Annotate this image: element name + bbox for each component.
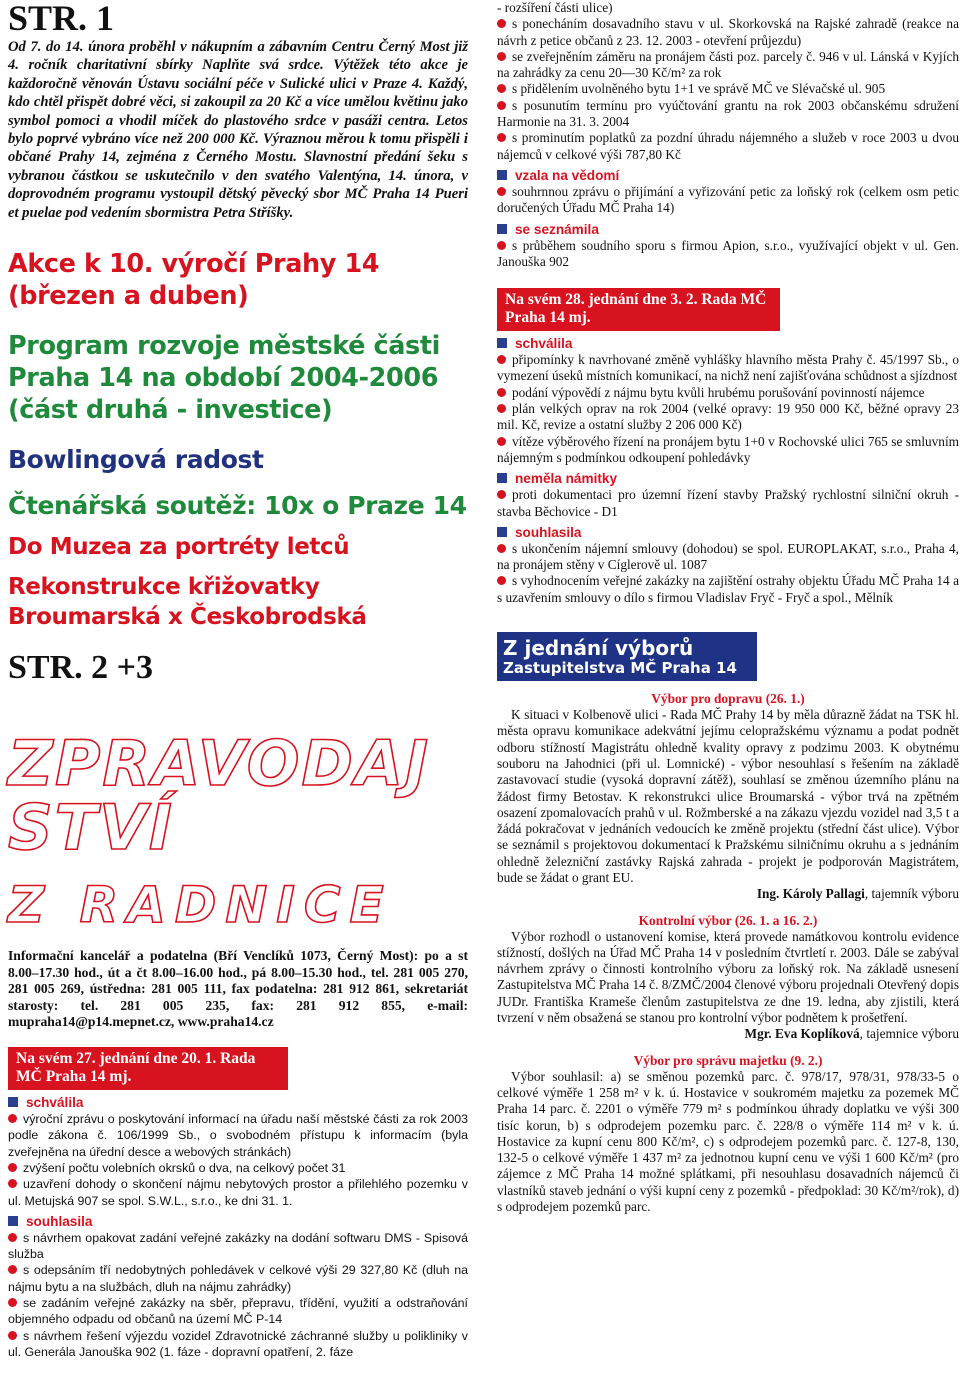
list-item: s přidělením uvolněného bytu 1+1 ve správě MČ ve Slévačské ul. 905 xyxy=(497,81,959,97)
list-item: se zveřejněním záměru na pronájem části poz. parcely č. 946 v ul. Lánská v Kyjích na zahrádky za cenu 20—30 Kč/m² za rok xyxy=(497,48,959,81)
committees-banner xyxy=(497,632,757,681)
red-dot-icon xyxy=(497,388,506,397)
red-dot-icon xyxy=(497,187,506,196)
page-ref-str2: STR. 2 +3 xyxy=(8,649,154,687)
list-item: proti dokumentaci pro územní řízení stavby Pražský rychlostní silniční okruh - stavba Běchovice - D1 xyxy=(497,487,959,519)
red-dot-icon xyxy=(497,133,506,142)
list-item: s návrhem opakovat zadání veřejné zakázky na dodání softwaru DMS - Spisová služba xyxy=(8,1230,468,1262)
red-dot-icon xyxy=(8,1163,17,1172)
square-bullet-icon xyxy=(497,338,507,348)
left-column xyxy=(8,0,468,1360)
list-item: se zadáním veřejné zakázky na sběr, přepravu, třídění, využití a odstraňování objemného odpadu od občanů na území MČ P-14 xyxy=(8,1296,468,1327)
list-item: souhrnnou zprávu o přijímání a vyřizování petic za loňský rok (celkem osm petic doručených Úřadu MČ Praha 14) xyxy=(497,183,959,216)
committee-report: Výbor rozhodl o ustanovení komise, která provede namátkovou kontrolu evidence stížností, došlých na Úřad MČ Praha 14 v posledním čtvrtletí r. 2003. Dále se zabýval návrhem zprávy o činnosti kontrolního výboru za loňský rok. Na základě usnesení Zastupitelstva MČ Praha 14 č. 8/ZMČ/2004 členové výboru projednali Otevřený dopis JUDr. Františka Krameše členům zastupitelstva ze dne 19. ledna, aby zjistili, která tvrzení v něm obsažená se stanou pro kontrolní výbor podnětem k prošetření. xyxy=(497,928,959,1026)
left-sections xyxy=(8,1094,468,1360)
section-heading: neměla námitky xyxy=(497,470,959,487)
red-dot-icon xyxy=(8,1233,17,1242)
committee-heading: Kontrolní výbor (26. 1. a 16. 2.) xyxy=(638,912,818,928)
page-ref-str1: STR. 1 xyxy=(8,0,115,38)
square-bullet-icon xyxy=(497,224,507,234)
teaser-bowling[interactable]: Bowlingová radost xyxy=(8,445,264,475)
red-dot-icon xyxy=(8,1331,17,1340)
committee-heading: Výbor pro správu majetku (9. 2.) xyxy=(633,1052,823,1068)
square-bullet-icon xyxy=(497,473,507,483)
section-heading: souhlasila xyxy=(8,1213,468,1230)
committees-banner-subtitle: Zastupitelstva MČ Praha 14 xyxy=(503,659,737,678)
square-bullet-icon xyxy=(8,1216,18,1226)
section-heading: schválila xyxy=(8,1094,468,1111)
red-dot-icon xyxy=(497,490,506,499)
red-dot-icon xyxy=(8,1298,17,1307)
list-item: s posunutím termínu pro vyúčtování grantu na rok 2003 občanskému sdružení Harmonie na 31. 3. 2004 xyxy=(497,97,959,130)
committee-report: K situaci v Kolbenově ulici - Rada MČ Prahy 14 by měla důrazně žádat na TSK hl. města opravu komunikace adekvátní jejímu celopražskému významu a podat podnět odboru stížností Magistrátu ohledně kvality opravy z podzimu 2003. K obytnému souboru na Jahodnici (při ul. Lomnické) - výbor nesouhlasí s řešením na základě zastavovací studie (vysoká dopravní zátěž), souhlasí se změnou územního plánu na žádost firmy Betostav. K rekonstrukci ulice Broumarská - výbor trvá na zpětném osazení zpomalovacích prahů v ul. Rožmberské a na zákazu vjezdu vozidel nad 3,5 t a žádá pokračovat v jednáních vedoucích ke změně projektu (střední část ulice). Výbor se seznámil s projektovou dokumentací k Pražskému silničnímu okruhu a s jednáním ohledně železniční zastávky Rajská zahrada - projekt je podporován Magistrátem, bude se žádat o grant EU. xyxy=(497,707,959,885)
list-item: s odepsáním tří nedobytných pohledávek v celkové výši 29 327,80 Kč (dluh na nájmu bytu a na službách, dluh na nájmu zahrádky) xyxy=(8,1263,468,1294)
section-heading: se seznámila xyxy=(497,221,959,238)
list-item: uzavření dohody o skončení nájmu nebytových prostor a přilehlého pozemku v ul. Metujská 907 se spol. S.W.L., s.r.o., ke dni 31. 1. xyxy=(8,1177,468,1208)
teaser-program[interactable]: Program rozvoje městské části Praha 14 na období 2004-2006 (část druhá - investice) xyxy=(8,331,440,426)
square-bullet-icon xyxy=(497,527,507,537)
list-item: zvýšení počtu volebních okrsků o dva, na celkový počet 31 xyxy=(8,1160,468,1176)
list-item: s prominutím poplatků za pozdní úhradu nájemného a služeb v roce 2003 u dvou nájemců v celkové výši 787,80 Kč xyxy=(497,130,959,162)
section-heading: schválila xyxy=(497,335,959,352)
red-dot-icon xyxy=(8,1265,17,1274)
masthead-line-2: STVÍ xyxy=(8,791,174,865)
council-meeting-27-box: Na svém 27. jednání dne 20. 1. Rada MČ Praha 14 mj. xyxy=(8,1047,288,1090)
list-item: výroční zprávu o poskytování informací na úřadu naší městské části za rok 2003 podle zákona č. 106/1999 Sb., o svobodném přístupu k informacím (byla zveřejněna na úřední desce a webových stránkách) xyxy=(8,1112,468,1159)
committee-heading: Výbor pro dopravu (26. 1.) xyxy=(651,691,805,707)
intro-article: Od 7. do 14. února proběhl v nákupním a zábavním Centru Černý Most již 4. ročník charitativní sbírky Naplňte svá srdce. Výtěžek této akce je každoročně věnován Ústavu sociální péče v Sulické ulici v Praze 4. Každý, kdo chtěl přispět dobré věci, si zakoupil za 20 Kč a více umělou květinu jako symbol pomoci a vhodil míček do plastového srdce v pasáži centra. Letos bylo poprvé vybráno více než 200 000 Kč. Výraznou měrou k tomu přispěli i občané Prahy 14, zejména z Černého Mostu. Slavnostní předání šeku s vybranou částkou se uskutečnilo v den svatého Valentýna, 14. února, v doprovodném programu vystoupil dětský pěvecký sbor MČ Praha 14 Pueri et puelae pod vedením sbormistra Petra Stříšky. xyxy=(8,39,468,221)
right-column xyxy=(497,0,959,1215)
masthead-line-3: Z RADNICE xyxy=(8,876,393,935)
square-bullet-icon xyxy=(497,170,507,180)
red-dot-icon xyxy=(497,101,506,110)
committee-report: Výbor souhlasil: a) se směnou pozemků parc. č. 978/17, 978/31, 978/33-5 o celkové výměře 1 258 m² v k. ú. Hostavice v soukromém majetku za pozemek MČ Praha 14 parc. č. 2201 o výměře 779 m² s podmínkou úhrady doplatku ve výši 300 tisíc korun, b) s odprodejem pozemku parc. č. 228/8 o výměře 114 m² v k. ú. Hostavice za kupní cenu 800 Kč/m², c) s odprodejem pozemků parc. č. 127-8, 130, 132-5 o celkové výměře 1 437 m² za jednotnou kupní cenu ve výši 1 600 Kč/m² (pro zájemce z MČ Praha 14 možné splátkami, při nesouhlasu dosavadních nájemců či vlastníků staveb jednání o výši kupní ceny z pozemků - předpoklad: 30 Kč/m²/rok), d) s odprodejem pozemků parc. xyxy=(497,1068,959,1215)
masthead-line-1: ZPRAVODAJ xyxy=(8,727,431,801)
committee-signature: Ing. Károly Pallagi, tajemník výboru xyxy=(756,886,959,902)
teaser-muzeum[interactable]: Do Muzea za portréty letců xyxy=(8,534,350,561)
red-dot-icon xyxy=(497,437,506,446)
list-item: s ukončením nájemní smlouvy (dohodou) se spol. EUROPLAKAT, s.r.o., Praha 4, na pronájem stěny v Cíglerově ul. 1087 xyxy=(497,540,959,573)
list-item: s průběhem soudního sporu s firmou Apion, s.r.o., využívající objekt v ul. Gen. Janouška 902 xyxy=(497,237,959,269)
red-dot-icon xyxy=(497,544,506,553)
section-heading: souhlasila xyxy=(497,524,959,541)
list-item: s vyhodnocením veřejné zakázky na zajištění ostrahy objektu Úřadu MČ Praha 14 a s uzavřením smlouvy o dílo s firmou Vladislav Fryč - Fryč a spol., Mělník xyxy=(497,573,959,605)
red-dot-icon xyxy=(8,1114,17,1123)
red-dot-icon xyxy=(8,1179,17,1188)
red-dot-icon xyxy=(497,355,506,364)
red-dot-icon xyxy=(497,19,506,28)
council-meeting-28-box: Na svém 28. jednání dne 3. 2. Rada MČ Praha 14 mj. xyxy=(497,288,780,331)
list-item: s návrhem řešení výjezdu vozidel Zdravotnické záchranné služby u polikliniky v ul. Generála Janouška 902 (1. fáze - dopravní opatření, 2. fáze xyxy=(8,1328,468,1359)
list-item: s ponecháním dosavadního stavu v ul. Skorkovská na Rajské zahradě (reakce na návrh z petice občanů z 23. 12. 2003 - otevření průjezdu) xyxy=(497,16,959,48)
continuation-text: - rozšíření části ulice) xyxy=(497,0,613,15)
red-dot-icon xyxy=(497,241,506,250)
red-dot-icon xyxy=(497,52,506,61)
red-dot-icon xyxy=(497,84,506,93)
list-item: podání výpovědí z nájmu bytu kvůli hrubému porušování povinností nájemce xyxy=(497,385,959,401)
list-item: plán velkých oprav na rok 2004 (velké opravy: 19 950 000 Kč, běžné opravy 23 mil. Kč, revize a ostatní služby 2 206 000 Kč) xyxy=(497,401,959,433)
square-bullet-icon xyxy=(8,1097,18,1107)
teaser-rekonstrukce[interactable]: Rekonstrukce křižovatky Broumarská x Českobrodská xyxy=(8,574,367,631)
teaser-ctenarska-soutez[interactable]: Čtenářská soutěž: 10x o Praze 14 xyxy=(8,491,467,521)
list-item: připomínky k navrhované změně vyhlášky hlavního města Prahy č. 45/1997 Sb., o vymezení úseků místních komunikací, na nichž není zajišťována schůdnost a sjízdnost xyxy=(497,352,959,384)
committees-banner-title: Z jednání výborů xyxy=(503,636,694,661)
office-contact-info: Informační kancelář a podatelna (Bří Venclíků 1073, Černý Most): po a st 8.00–17.30 hod., út a čt 8.00–16.00 hod., pá 8.00–15.30 hod., tel. 281 005 270, 281 005 269, ústředna: 281 005 111, fax podatelna: 281 912 861, sekretariát starosty: tel. 281 005 235, fax: 281 912 855, e-mail: mupraha14@p14.mepnet.cz, www.praha14.cz xyxy=(8,948,468,1030)
committee-signature: Mgr. Eva Koplíková, tajemnice výboru xyxy=(744,1026,959,1042)
list-item: vítěze výběrového řízení na pronájem bytu 1+0 v Rochovské ulici 765 se smluvním nájemným s podmínkou odkoupení pohledávky xyxy=(497,433,959,465)
red-dot-icon xyxy=(497,576,506,585)
red-dot-icon xyxy=(497,404,506,413)
section-heading: vzala na vědomí xyxy=(497,167,959,184)
teaser-akce[interactable]: Akce k 10. výročí Prahy 14 (březen a duben) xyxy=(8,249,380,312)
